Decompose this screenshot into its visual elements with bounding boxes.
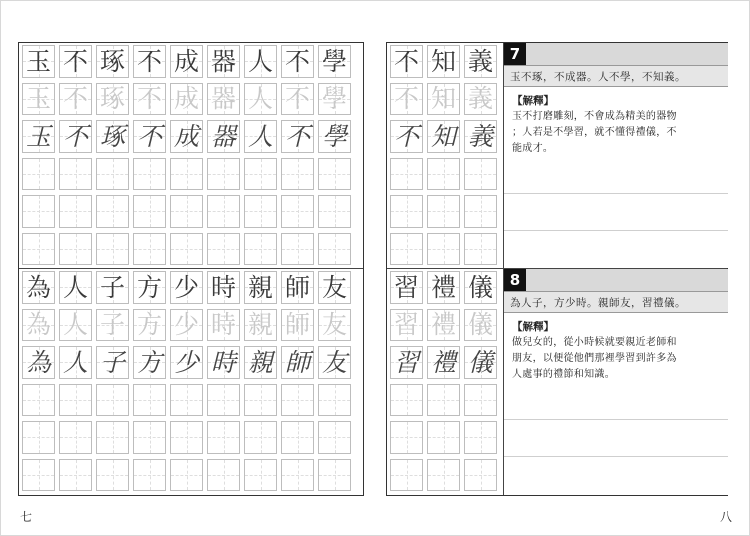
blank-practice-cell	[133, 384, 166, 417]
blank-practice-cell	[244, 158, 277, 191]
trace-character: 師	[284, 310, 310, 340]
lesson-7-info	[503, 43, 728, 268]
blank-practice-cell	[318, 233, 351, 266]
model-character: 器	[210, 46, 236, 76]
trace-character: 成	[173, 84, 199, 114]
writing-rule	[504, 456, 728, 457]
blank-practice-cell	[244, 459, 277, 492]
script-character: 琢	[99, 121, 125, 151]
practice-cell	[170, 83, 203, 116]
script-character: 師	[284, 347, 310, 377]
practice-cell	[59, 346, 92, 379]
blank-practice-cell	[133, 158, 166, 191]
practice-cell	[281, 309, 314, 342]
blank-practice-cell	[390, 459, 423, 492]
blank-practice-cell	[281, 421, 314, 454]
trace-character: 友	[321, 310, 347, 340]
blank-practice-cell	[96, 459, 129, 492]
practice-cell	[244, 346, 277, 379]
explanation-line: 人處事的禮節和知識。	[512, 369, 615, 380]
practice-cell	[464, 83, 497, 116]
practice-cell	[133, 120, 166, 153]
writing-rule	[504, 193, 728, 194]
practice-cell	[207, 83, 240, 116]
blank-practice-cell	[464, 421, 497, 454]
practice-cell	[59, 120, 92, 153]
script-character: 人	[62, 347, 88, 377]
practice-cell	[427, 271, 460, 304]
trace-character: 不	[136, 84, 162, 114]
practice-cell	[59, 271, 92, 304]
blank-practice-cell	[59, 233, 92, 266]
practice-cell	[207, 271, 240, 304]
trace-character: 時	[210, 310, 236, 340]
trace-character: 人	[62, 310, 88, 340]
script-character: 少	[173, 347, 199, 377]
practice-cell	[390, 120, 423, 153]
blank-practice-cell	[318, 459, 351, 492]
blank-practice-cell	[59, 384, 92, 417]
practice-cell	[96, 309, 129, 342]
practice-cell	[318, 346, 351, 379]
lesson-8-number: 8	[504, 269, 526, 291]
model-character: 人	[247, 46, 273, 76]
practice-cell	[464, 45, 497, 78]
practice-cell	[244, 120, 277, 153]
practice-cell	[96, 271, 129, 304]
model-character: 親	[247, 272, 273, 302]
blank-practice-cell	[207, 421, 240, 454]
lesson-7-explanation-title: 【解釋】	[512, 95, 554, 107]
practice-cell	[390, 271, 423, 304]
script-character: 不	[393, 121, 419, 151]
practice-cell	[59, 45, 92, 78]
practice-cell	[170, 45, 203, 78]
blank-practice-cell	[22, 459, 55, 492]
blank-practice-cell	[244, 195, 277, 228]
script-character: 親	[247, 347, 273, 377]
blank-practice-cell	[464, 384, 497, 417]
blank-practice-cell	[133, 195, 166, 228]
lesson-8-explanation	[512, 335, 720, 383]
explanation-line: 玉不打磨雕刻，不會成為精美的器物	[512, 111, 677, 122]
trace-character: 琢	[99, 84, 125, 114]
model-character: 成	[173, 46, 199, 76]
practice-cell	[133, 45, 166, 78]
blank-practice-cell	[22, 384, 55, 417]
explanation-line: ；人若是不學習，就不懂得禮儀，不	[512, 127, 677, 138]
practice-cell	[170, 271, 203, 304]
trace-character: 不	[284, 84, 310, 114]
script-character: 方	[136, 347, 162, 377]
blank-practice-cell	[281, 384, 314, 417]
lesson-8-header-bar	[526, 269, 728, 291]
blank-practice-cell	[133, 421, 166, 454]
model-character: 方	[136, 272, 162, 302]
blank-practice-cell	[59, 421, 92, 454]
model-character: 不	[393, 46, 419, 76]
model-character: 習	[393, 272, 419, 302]
blank-practice-cell	[464, 459, 497, 492]
model-character: 為	[25, 272, 51, 302]
practice-cell	[281, 120, 314, 153]
blank-practice-cell	[318, 195, 351, 228]
practice-cell	[390, 309, 423, 342]
right-page-number: 八	[720, 510, 733, 524]
lesson-8-phrase: 為人子，方少時。親師友，習禮儀。	[504, 291, 728, 313]
blank-practice-cell	[96, 421, 129, 454]
blank-practice-cell	[281, 233, 314, 266]
model-character: 學	[321, 46, 347, 76]
blank-practice-cell	[207, 233, 240, 266]
blank-practice-cell	[22, 158, 55, 191]
script-character: 禮	[430, 347, 456, 377]
lesson-7-header-bar	[526, 43, 728, 65]
model-character: 知	[430, 46, 456, 76]
blank-practice-cell	[96, 158, 129, 191]
practice-cell	[244, 45, 277, 78]
practice-cell	[318, 83, 351, 116]
trace-character: 玉	[25, 84, 51, 114]
explanation-line: 朋友，以便從他們那裡學習到許多為	[512, 353, 677, 364]
block-separator	[387, 268, 727, 269]
script-character: 義	[467, 121, 493, 151]
practice-cell	[207, 309, 240, 342]
practice-cell	[22, 346, 55, 379]
blank-practice-cell	[59, 459, 92, 492]
practice-cell	[390, 45, 423, 78]
blank-practice-cell	[207, 195, 240, 228]
blank-practice-cell	[427, 384, 460, 417]
model-character: 子	[99, 272, 125, 302]
practice-cell	[318, 309, 351, 342]
blank-practice-cell	[170, 158, 203, 191]
practice-cell	[207, 346, 240, 379]
model-character: 師	[284, 272, 310, 302]
practice-cell	[170, 120, 203, 153]
blank-practice-cell	[96, 233, 129, 266]
script-character: 時	[210, 347, 236, 377]
practice-cell	[244, 83, 277, 116]
blank-practice-cell	[318, 384, 351, 417]
blank-practice-cell	[170, 233, 203, 266]
script-character: 子	[99, 347, 125, 377]
trace-character: 方	[136, 310, 162, 340]
lesson-7-phrase: 玉不琢，不成器。人不學，不知義。	[504, 65, 728, 87]
practice-cell	[244, 271, 277, 304]
practice-cell	[281, 346, 314, 379]
blank-practice-cell	[207, 384, 240, 417]
trace-character: 器	[210, 84, 236, 114]
practice-cell	[59, 83, 92, 116]
model-character: 友	[321, 272, 347, 302]
practice-cell	[96, 45, 129, 78]
practice-cell	[96, 346, 129, 379]
trace-character: 儀	[467, 310, 493, 340]
blank-practice-cell	[281, 195, 314, 228]
practice-cell	[170, 309, 203, 342]
script-character: 不	[136, 121, 162, 151]
right-practice-panel	[386, 42, 728, 496]
writing-rule	[504, 419, 728, 420]
script-character: 友	[321, 347, 347, 377]
script-character: 儀	[467, 347, 493, 377]
script-character: 玉	[25, 121, 51, 151]
model-character: 少	[173, 272, 199, 302]
practice-cell	[22, 309, 55, 342]
practice-cell	[318, 120, 351, 153]
practice-cell	[318, 271, 351, 304]
script-character: 人	[247, 121, 273, 151]
practice-cell	[464, 309, 497, 342]
trace-character: 人	[247, 84, 273, 114]
blank-practice-cell	[390, 195, 423, 228]
trace-character: 知	[430, 84, 456, 114]
script-character: 知	[430, 121, 456, 151]
trace-character: 少	[173, 310, 199, 340]
model-character: 不	[62, 46, 88, 76]
blank-practice-cell	[427, 459, 460, 492]
practice-cell	[59, 309, 92, 342]
practice-cell	[427, 83, 460, 116]
blank-practice-cell	[207, 158, 240, 191]
blank-practice-cell	[22, 421, 55, 454]
blank-practice-cell	[244, 233, 277, 266]
trace-character: 義	[467, 84, 493, 114]
blank-practice-cell	[390, 233, 423, 266]
practice-cell	[281, 83, 314, 116]
blank-practice-cell	[318, 158, 351, 191]
lesson-8-explanation-title: 【解釋】	[512, 321, 554, 333]
blank-practice-cell	[281, 158, 314, 191]
practice-cell	[427, 45, 460, 78]
trace-character: 不	[62, 84, 88, 114]
practice-cell	[244, 309, 277, 342]
practice-cell	[390, 346, 423, 379]
model-character: 不	[284, 46, 310, 76]
practice-cell	[22, 271, 55, 304]
lesson-8-info	[503, 269, 728, 495]
blank-practice-cell	[390, 158, 423, 191]
practice-cell	[133, 83, 166, 116]
trace-character: 親	[247, 310, 273, 340]
writing-rule	[504, 230, 728, 231]
model-character: 玉	[25, 46, 51, 76]
practice-cell	[427, 346, 460, 379]
blank-practice-cell	[22, 233, 55, 266]
blank-practice-cell	[96, 384, 129, 417]
blank-practice-cell	[281, 459, 314, 492]
blank-practice-cell	[22, 195, 55, 228]
practice-cell	[22, 45, 55, 78]
blank-practice-cell	[96, 195, 129, 228]
trace-character: 不	[393, 84, 419, 114]
practice-cell	[133, 346, 166, 379]
model-character: 時	[210, 272, 236, 302]
blank-practice-cell	[464, 158, 497, 191]
lesson-7-number: 7	[504, 43, 526, 65]
script-character: 習	[393, 347, 419, 377]
practice-cell	[427, 309, 460, 342]
practice-cell	[207, 45, 240, 78]
practice-cell	[96, 120, 129, 153]
blank-practice-cell	[427, 421, 460, 454]
blank-practice-cell	[318, 421, 351, 454]
script-character: 學	[321, 121, 347, 151]
blank-practice-cell	[133, 459, 166, 492]
practice-cell	[464, 346, 497, 379]
blank-practice-cell	[170, 384, 203, 417]
blank-practice-cell	[244, 384, 277, 417]
practice-cell	[281, 271, 314, 304]
blank-practice-cell	[59, 158, 92, 191]
blank-practice-cell	[427, 195, 460, 228]
blank-practice-cell	[390, 384, 423, 417]
practice-cell	[22, 83, 55, 116]
blank-practice-cell	[59, 195, 92, 228]
practice-cell	[207, 120, 240, 153]
blank-practice-cell	[133, 233, 166, 266]
script-character: 不	[62, 121, 88, 151]
practice-cell	[170, 346, 203, 379]
practice-cell	[464, 271, 497, 304]
trace-character: 習	[393, 310, 419, 340]
blank-practice-cell	[170, 459, 203, 492]
practice-cell	[96, 83, 129, 116]
left-page-number: 七	[20, 510, 33, 524]
model-character: 禮	[430, 272, 456, 302]
lesson-7-explanation	[512, 109, 720, 157]
blank-practice-cell	[390, 421, 423, 454]
practice-cell	[22, 120, 55, 153]
model-character: 不	[136, 46, 162, 76]
blank-practice-cell	[464, 233, 497, 266]
blank-practice-cell	[207, 459, 240, 492]
model-character: 義	[467, 46, 493, 76]
script-character: 為	[25, 347, 51, 377]
script-character: 器	[210, 121, 236, 151]
block-separator	[19, 268, 363, 269]
blank-practice-cell	[244, 421, 277, 454]
model-character: 琢	[99, 46, 125, 76]
practice-cell	[133, 271, 166, 304]
trace-character: 學	[321, 84, 347, 114]
practice-cell	[133, 309, 166, 342]
practice-cell	[318, 45, 351, 78]
script-character: 成	[173, 121, 199, 151]
left-practice-panel	[18, 42, 364, 496]
explanation-line: 做兒女的，從小時候就要親近老師和	[512, 337, 677, 348]
practice-cell	[464, 120, 497, 153]
blank-practice-cell	[170, 421, 203, 454]
practice-cell	[427, 120, 460, 153]
script-character: 不	[284, 121, 310, 151]
blank-practice-cell	[427, 158, 460, 191]
trace-character: 為	[25, 310, 51, 340]
blank-practice-cell	[464, 195, 497, 228]
trace-character: 禮	[430, 310, 456, 340]
blank-practice-cell	[170, 195, 203, 228]
explanation-line: 能成才。	[512, 143, 554, 154]
model-character: 人	[62, 272, 88, 302]
trace-character: 子	[99, 310, 125, 340]
practice-cell	[281, 45, 314, 78]
blank-practice-cell	[427, 233, 460, 266]
practice-cell	[390, 83, 423, 116]
model-character: 儀	[467, 272, 493, 302]
